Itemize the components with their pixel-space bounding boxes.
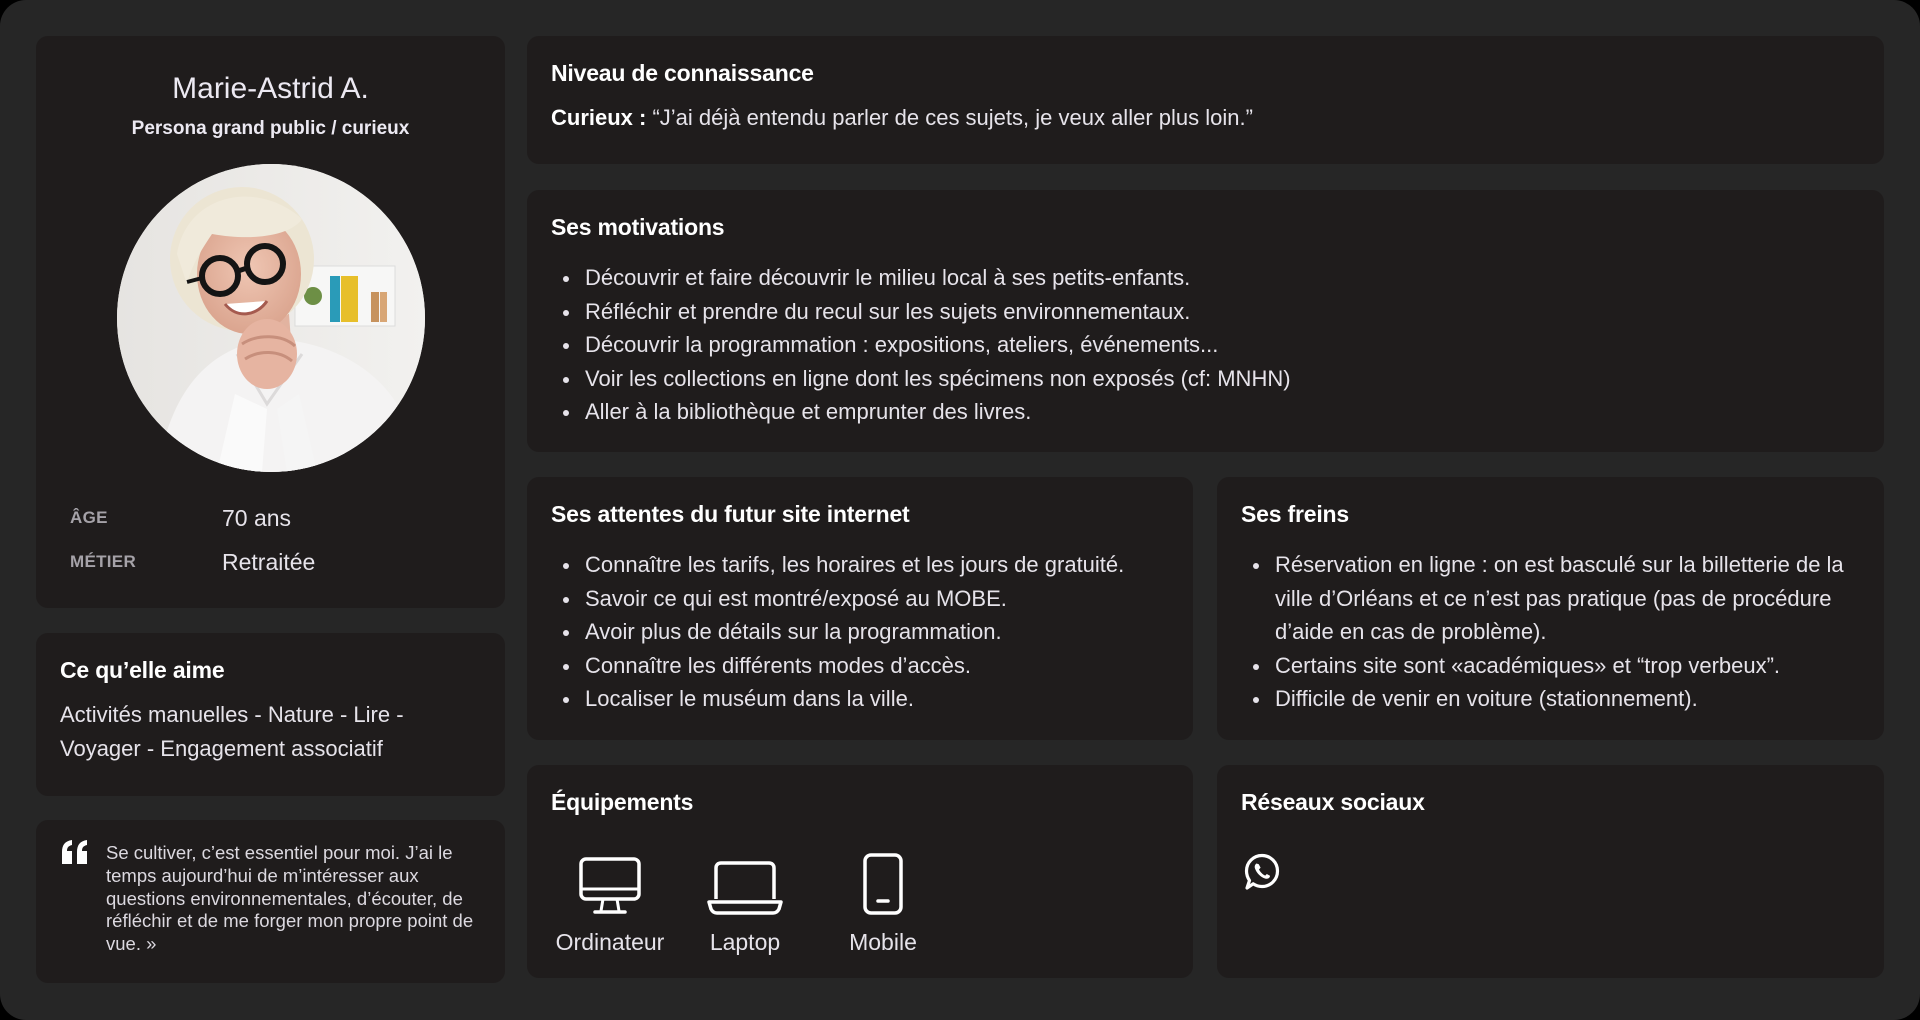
fact-label: ÂGE [70,508,108,527]
list-item: Découvrir la programmation : expositions, ateliers, événements... [551,328,1860,362]
quote-icon [60,840,90,869]
knowledge-level: Curieux : [551,105,647,130]
list-item: Réfléchir et prendre du recul sur les sujets environnementaux. [551,295,1860,329]
fact-label: MÉTIER [70,552,137,571]
persona-name: Marie-Astrid A. [172,72,369,105]
device-desktop [551,851,669,956]
list-item: Réservation en ligne : on est basculé sur la billetterie de la ville d’Orléans et ce n’est pas pratique (pas de procédure d’aide en cas de problème). [1241,548,1860,649]
whatsapp-icon[interactable] [1241,850,1283,897]
equipment-title: Équipements [551,789,694,815]
persona-role: Persona grand public / curieux [131,118,410,139]
social-title: Réseaux sociaux [1241,789,1425,815]
brakes-title: Ses freins [1241,501,1349,527]
social-card [1217,765,1884,978]
list-item: Localiser le muséum dans la ville. [551,682,1169,716]
list-item: Avoir plus de détails sur la programmation. [551,615,1169,649]
likes-text: Activités manuelles - Nature - Lire - Voyager - Engagement associatif [60,702,404,761]
quote-text: Se cultiver, c’est essentiel pour moi. J’ai le temps aujourd’hui de m’intéresser aux questions environnementales, d’écouter, de réfléchir et de me forger mon propre point de vue. » [106,842,474,955]
desktop-icon [579,851,641,915]
quote-card [36,820,505,983]
expectations-card [527,477,1193,740]
motivations-list [551,261,1860,429]
likes-card [36,633,505,796]
equipment-card [527,765,1193,978]
brakes-list [1241,548,1860,716]
device-label: Laptop [709,929,781,955]
device-list [551,851,929,956]
motivations-card [527,190,1884,452]
expectations-list [551,548,1169,716]
profile-card [36,36,505,608]
expectations-title: Ses attentes du futur site internet [551,501,910,527]
mobile-icon [863,851,903,915]
knowledge-quote: “J’ai déjà entendu parler de ces sujets, je veux aller plus loin.” [646,105,1253,130]
device-label: Mobile [849,929,917,955]
device-laptop [693,851,797,956]
motivations-title: Ses motivations [551,214,725,240]
device-label: Ordinateur [555,929,665,955]
likes-title: Ce qu’elle aime [60,657,225,683]
device-mobile [837,851,929,956]
profile-facts [70,496,315,584]
list-item: Voir les collections en ligne dont les spécimens non exposés (cf: MNHN) [551,362,1860,396]
list-item: Savoir ce qui est montré/exposé au MOBE. [551,582,1169,616]
fact-value: 70 ans [222,504,292,531]
list-item: Aller à la bibliothèque et emprunter des livres. [551,395,1860,429]
knowledge-text [551,101,1860,135]
list-item: Découvrir et faire découvrir le milieu local à ses petits-enfants. [551,261,1860,295]
knowledge-title: Niveau de connaissance [551,60,814,86]
avatar [117,164,425,472]
fact-age [70,496,315,540]
list-item: Connaître les différents modes d’accès. [551,649,1169,683]
knowledge-card [527,36,1884,164]
avatar-photo [117,164,425,472]
brakes-card [1217,477,1884,740]
fact-value: Retraitée [222,548,316,575]
list-item: Certains site sont «académiques» et “trop verbeux”. [1241,649,1860,683]
list-item: Difficile de venir en voiture (stationnement). [1241,682,1860,716]
laptop-icon [707,851,783,915]
list-item: Connaître les tarifs, les horaires et les jours de gratuité. [551,548,1169,582]
fact-job [70,540,315,584]
